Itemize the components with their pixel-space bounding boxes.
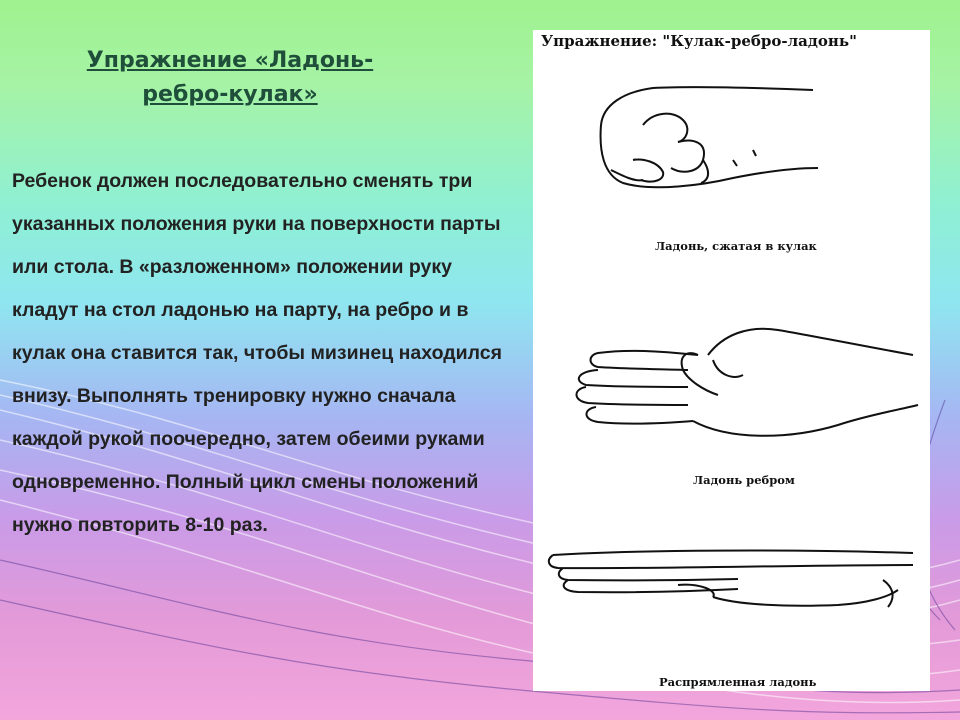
exercise-figure — [533, 30, 930, 691]
page-title: Упражнение «Ладонь-ребро-кулак» — [86, 48, 374, 107]
caption-flat: Распрямленная ладонь — [659, 675, 817, 689]
caption-fist: Ладонь, сжатая в кулак — [655, 239, 817, 253]
fist-illustration — [583, 80, 843, 200]
caption-edge: Ладонь ребром — [693, 473, 795, 487]
edge-illustration — [558, 315, 928, 455]
figure-heading: Упражнение: "Кулак-ребро-ладонь" — [541, 32, 857, 50]
flat-palm-illustration — [538, 535, 923, 645]
instruction-text: Ребенок должен последовательно сменять три указанных положения руки на поверхности парты или стола. В «разложенном» положении руку кладут на стол ладонью на парту, на ребро и в кулак она ставится так, чтобы мизинец находился внизу. Выполнять тренировку нужно сначала каждой рукой поочередно, затем обеими руками одновременно. Полный цикл смены положений нужно повторить 8-10 раз. — [12, 170, 502, 536]
